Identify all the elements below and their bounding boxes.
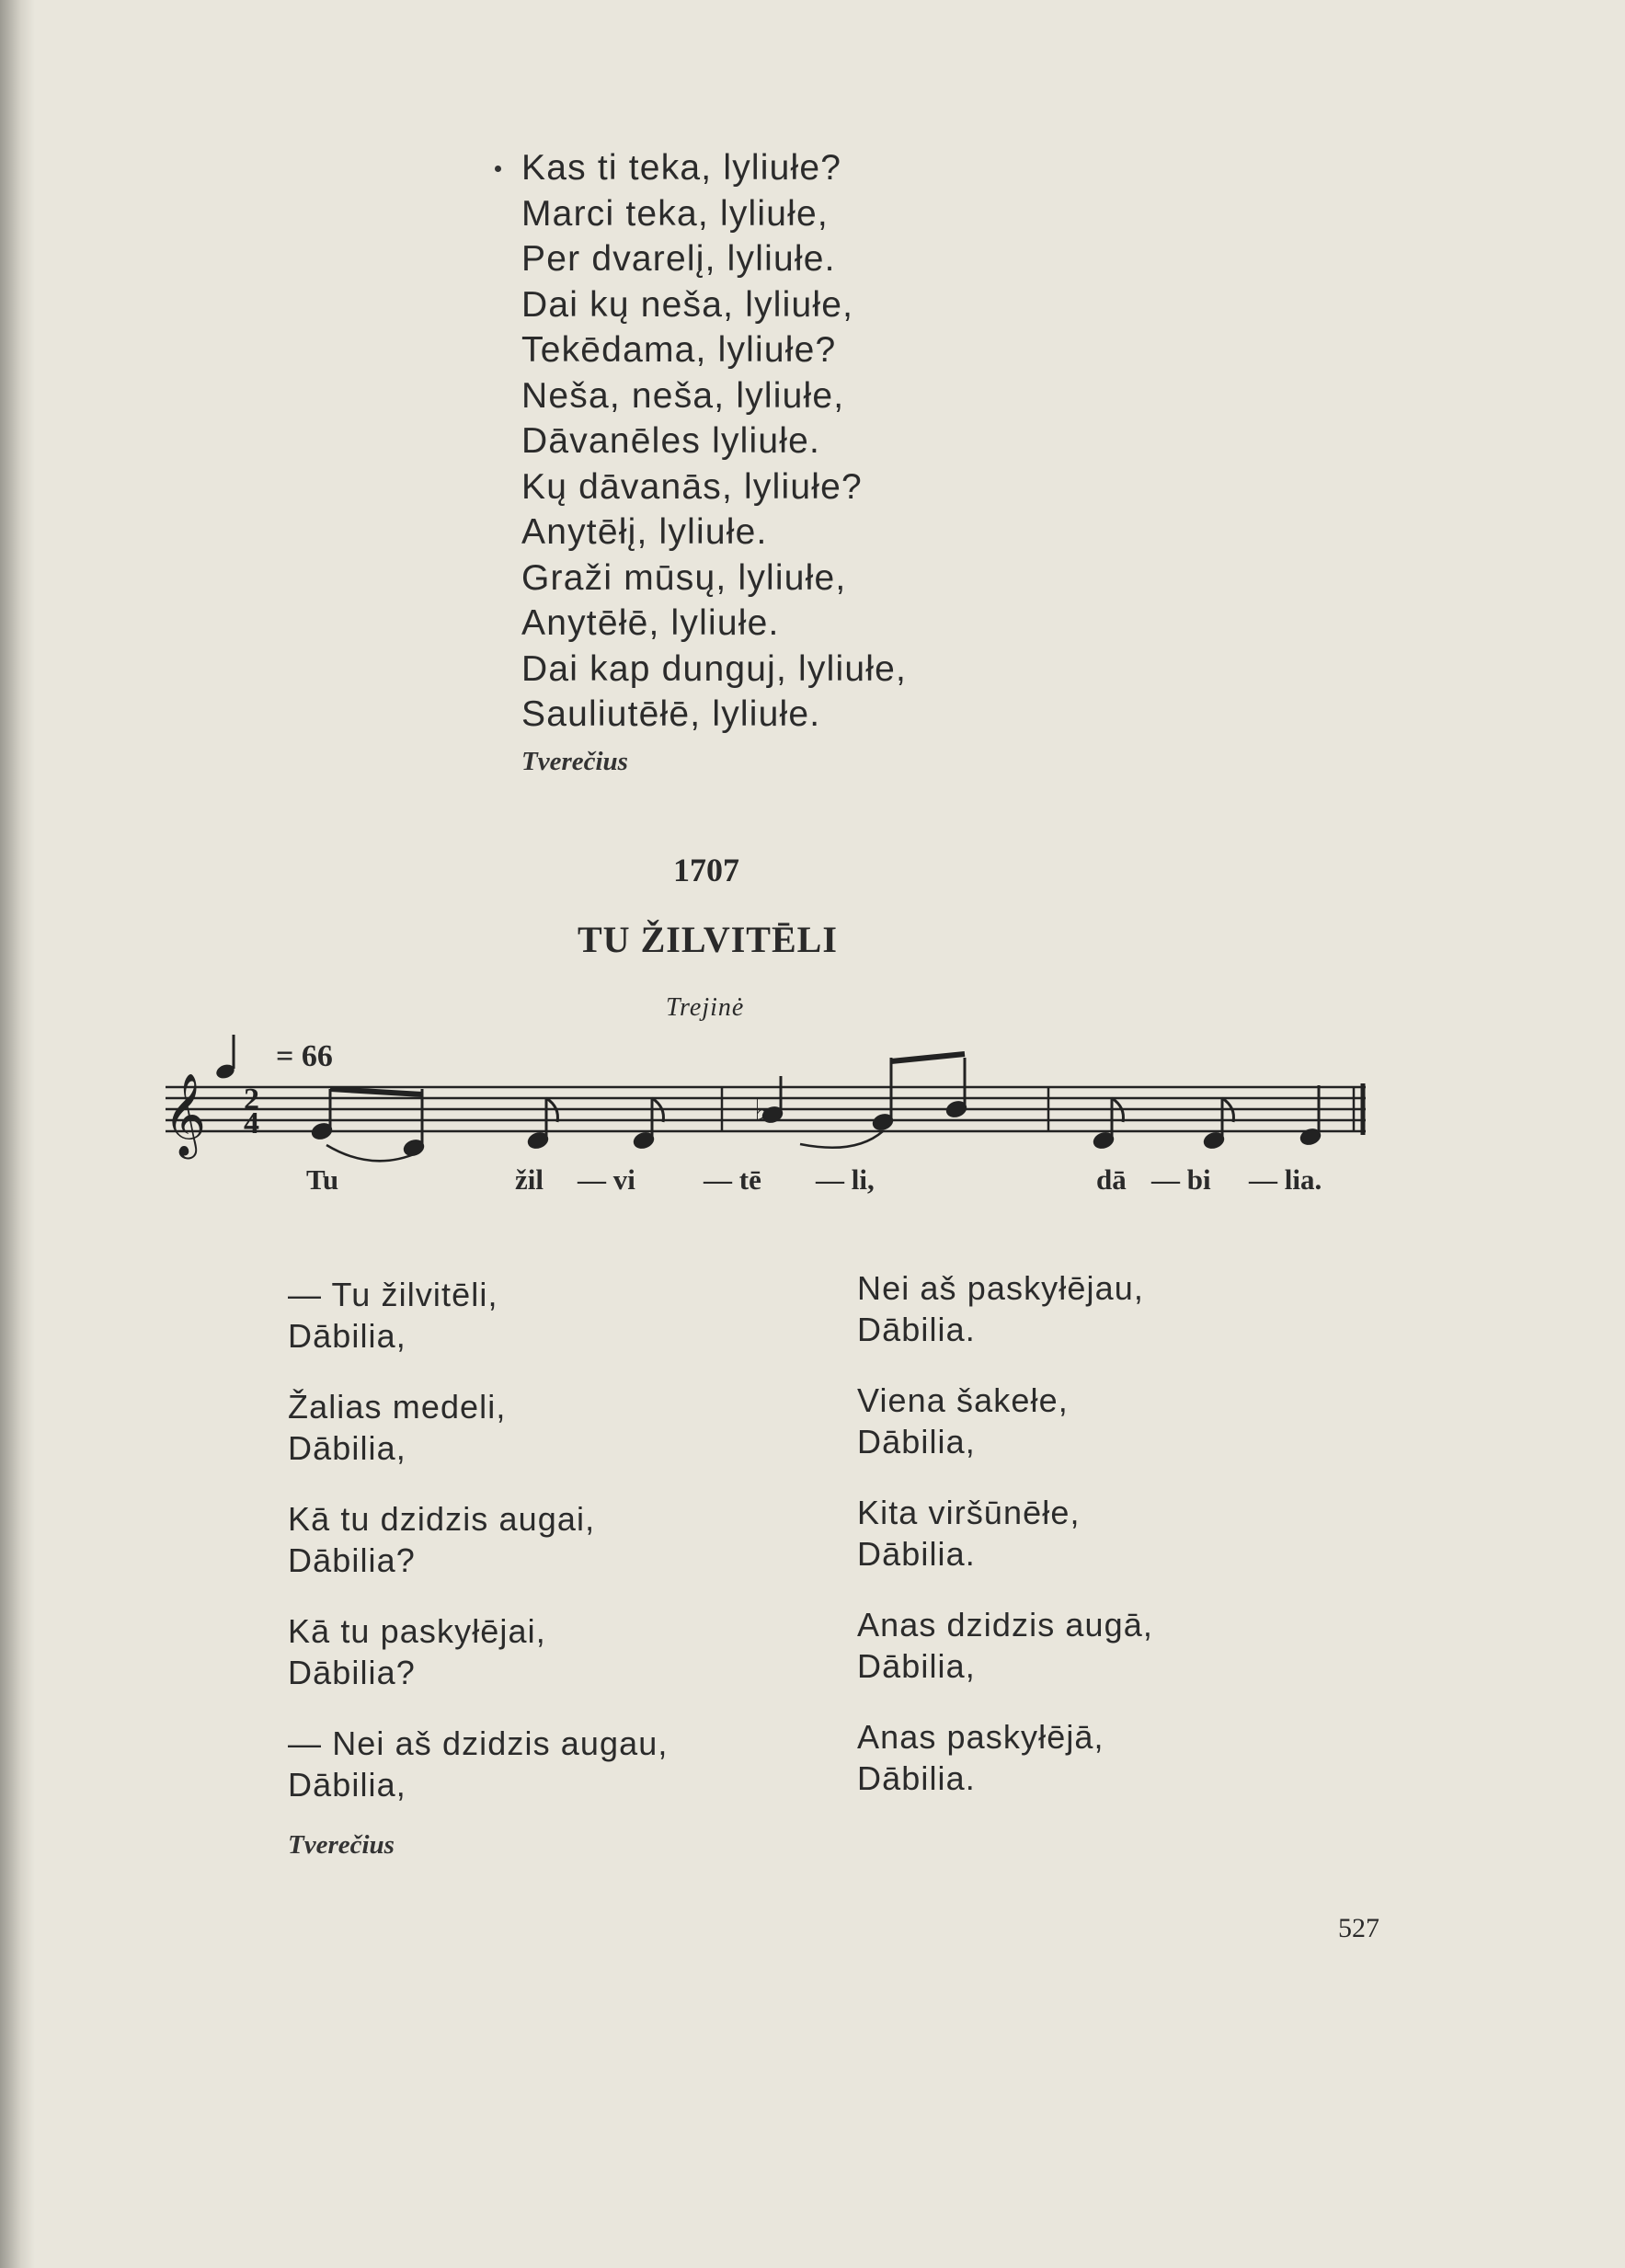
- verse-line: Per dvarelį, lyliułe.: [521, 239, 836, 279]
- time-signature-bottom: 4: [244, 1106, 259, 1140]
- stanza-line: Dābilia,: [857, 1647, 976, 1685]
- song-number: 1707: [673, 852, 739, 888]
- lyric-syllable: dā: [1096, 1163, 1127, 1196]
- lyric-syllable: žil: [515, 1163, 544, 1196]
- verse-line: Neša, neša, lyliułe,: [521, 375, 845, 416]
- stanza-line: Anas dzidzis augā,: [857, 1606, 1153, 1644]
- verse-line: Kų dāvanās, lyliułe?: [521, 466, 863, 507]
- lyric-syllable: — vi: [578, 1163, 635, 1196]
- verse-line: Graži mūsų, lyliułe,: [521, 557, 847, 598]
- stanza: [288, 1386, 669, 1469]
- stanza-line: Nei aš paskyłējau,: [857, 1269, 1144, 1307]
- stanza-line: — Nei aš dzidzis augau,: [288, 1724, 669, 1762]
- lyric-syllable: — li,: [816, 1163, 875, 1196]
- stanza-line: Dābilia,: [288, 1429, 406, 1467]
- stanza-line: Dābilia,: [288, 1766, 406, 1804]
- stanzas-left-column: [288, 1274, 669, 1835]
- stanza: [857, 1716, 1153, 1799]
- lyric-syllable: — bi: [1151, 1163, 1211, 1196]
- verse-line: Dai kap dunguj, lyliułe,: [521, 648, 908, 689]
- stanza-line: Kita viršūnēłe,: [857, 1494, 1081, 1531]
- song-title: TU ŽILVITĒLI: [578, 919, 838, 960]
- source-attribution-bottom: Tverečius: [288, 1830, 395, 1860]
- stanza-line: — Tu žilvitēli,: [288, 1276, 498, 1313]
- source-attribution-top: Tverečius: [521, 747, 628, 776]
- verse-line: Sauliutēłē, lyliułe.: [521, 694, 821, 734]
- song-kind: Trejinė: [666, 993, 745, 1022]
- page-number: 527: [1338, 1913, 1379, 1943]
- stanza: [857, 1604, 1153, 1687]
- stanza-line: Dābilia.: [857, 1535, 976, 1573]
- stanzas-right-column: [857, 1267, 1153, 1828]
- stanza-line: Kā tu paskyłējai,: [288, 1612, 546, 1650]
- verse-line: Dāvanēles lyliułe.: [521, 421, 821, 461]
- page-edge-shadow: [0, 0, 35, 2268]
- flat-icon: ♭: [754, 1092, 770, 1128]
- verse-line: Anytēłē, lyliułe.: [521, 603, 780, 643]
- stanza-line: Kā tu dzidzis augai,: [288, 1500, 596, 1538]
- verse-top: [521, 145, 907, 738]
- stanza-line: Anas paskyłējā,: [857, 1718, 1104, 1756]
- verse-line: Kas ti teka, lyliułe?: [521, 148, 842, 188]
- stanza: [857, 1380, 1153, 1462]
- stanza-line: Dābilia?: [288, 1541, 416, 1579]
- verse-line: Tekēdama, lyliułe?: [521, 330, 837, 370]
- stanza: [288, 1723, 669, 1805]
- lyric-syllable: Tu: [306, 1163, 339, 1196]
- time-signature-top: 2: [244, 1082, 259, 1117]
- verse-line: Dai kų neša, lyliułe,: [521, 284, 854, 325]
- stanza-line: Žalias medeli,: [288, 1388, 507, 1426]
- stanza: [288, 1274, 669, 1357]
- stanza-line: Dābilia,: [857, 1423, 976, 1460]
- lyric-syllable: — tē: [704, 1163, 761, 1196]
- lyric-syllable: — lia.: [1249, 1163, 1322, 1196]
- tempo-marking: = 66: [276, 1039, 333, 1073]
- stanza: [857, 1492, 1153, 1575]
- stanza-line: Dābilia?: [288, 1654, 416, 1691]
- stanza-line: Dābilia.: [857, 1759, 976, 1797]
- stanza: [288, 1610, 669, 1693]
- verse-line: Anytēłį, lyliułe.: [521, 512, 768, 552]
- stanza-line: Dābilia.: [857, 1311, 976, 1348]
- treble-clef-icon: 𝄞: [164, 1073, 207, 1156]
- stanza: [857, 1267, 1153, 1350]
- bullet-mark: [495, 166, 501, 172]
- stanza-line: Dābilia,: [288, 1317, 406, 1355]
- stanza-line: Viena šakełe,: [857, 1381, 1069, 1419]
- stanza: [288, 1498, 669, 1581]
- verse-line: Marci teka, lyliułe,: [521, 193, 829, 234]
